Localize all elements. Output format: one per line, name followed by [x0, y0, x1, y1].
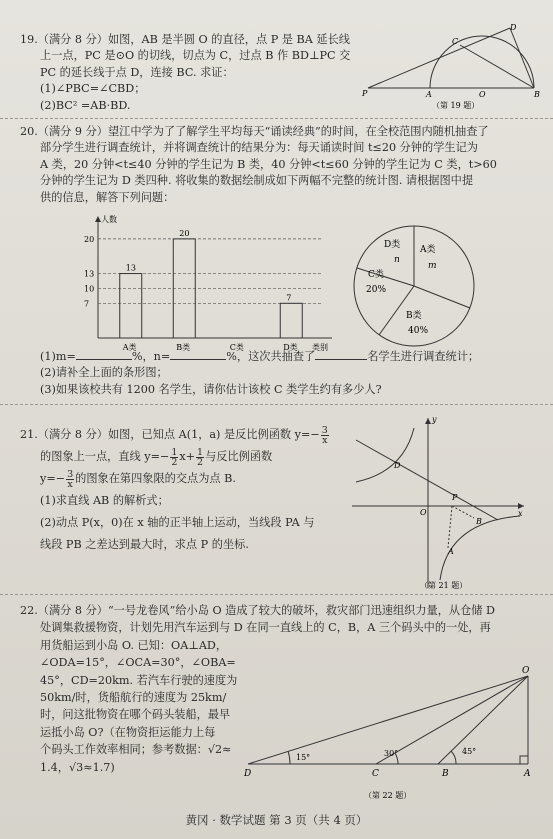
- pie-label-d: D类: [384, 240, 401, 250]
- q19-line2: 上一点，PC 是⊙O 的切线，切点为 C，过点 B 作 BD⊥PC 交: [40, 49, 351, 63]
- data-label: 7: [286, 293, 292, 303]
- q22-label-o: O: [522, 666, 530, 676]
- q22-figure: [238, 662, 538, 802]
- divider: [0, 594, 553, 595]
- q21-frac1-num: 3: [321, 424, 328, 436]
- pie-label-c: C类: [368, 270, 384, 280]
- q22-angle-45: 45°: [462, 747, 477, 756]
- q21-frac3-num: 1: [197, 446, 204, 458]
- q20-line4: 分钟的学生记为 D 类四种. 将收集的数据绘制成如下两幅不完整的统计图. 请根据图中提: [40, 174, 474, 188]
- q21-frac4: [66, 470, 74, 489]
- blank-n[interactable]: [170, 348, 226, 360]
- q21-line2b: x+: [179, 450, 196, 463]
- q21-frac2-num: 1: [171, 446, 178, 458]
- y-tick-label: 10: [84, 284, 95, 294]
- q19-label-d: D: [510, 23, 517, 32]
- blank-m[interactable]: [76, 348, 132, 360]
- page-footer: 黄冈 · 数学试题 第 3 页（共 4 页）: [185, 813, 368, 827]
- data-label: 20: [179, 228, 190, 238]
- data-label: 13: [125, 263, 136, 273]
- q21-line2c: 与反比例函数: [205, 450, 273, 463]
- y-axis-label: 人数: [101, 215, 117, 224]
- bar: [120, 274, 142, 338]
- q21-label-p: P: [452, 493, 458, 502]
- q21-frac4-num: 3: [67, 468, 74, 480]
- q22-line6: 50km/时，货船航行的速度为 25km/: [40, 691, 227, 705]
- q19-label-b: B: [534, 90, 540, 99]
- q19-line3: PC 的延长线于点 D，连接 BC. 求证：: [40, 65, 234, 79]
- q22-line9: 个码头工作效率相同；参考数据：√2≈: [40, 743, 232, 757]
- q22-angle-30: 30°: [384, 749, 399, 758]
- pie-label-n: n: [394, 255, 400, 265]
- q20-ask1-c: %，这次共抽查了: [226, 350, 316, 363]
- q20-ask1-a: (1)m=: [40, 350, 76, 363]
- x-axis-label: 类别: [312, 343, 328, 352]
- q21-line2: [20, 446, 330, 468]
- blank-total[interactable]: [315, 348, 367, 360]
- divider: [0, 404, 553, 405]
- q21-line3b: 的图象在第四象限的交点为点 B.: [75, 472, 236, 485]
- q21-part2a: (2)动点 P(x，0)在 x 轴的正半轴上运动，当线段 PA 与: [40, 516, 315, 529]
- q22-line5: 45°，CD=20km. 若汽车行驶的速度为: [40, 673, 238, 687]
- q22-line4: ∠ODA=15°，∠OCA=30°，∠OBA=: [40, 656, 236, 670]
- pie-label-a: A类: [420, 245, 436, 255]
- q22-line8: 运抵小岛 O?（在物资拒运能力上每: [40, 725, 216, 739]
- q21-frac1: [321, 426, 329, 445]
- q22-label-a: A: [524, 769, 531, 779]
- q22-label-d: D: [244, 769, 252, 779]
- q22-caption: （第 22 题）: [364, 791, 412, 800]
- q20-ask2: (2)请补全上面的条形图；: [40, 366, 168, 380]
- q22-line3: 用货船运到小岛 O. 已知：OA⊥AD，: [40, 638, 228, 652]
- y-tick-label: 20: [84, 234, 95, 244]
- q21-label-x: x: [518, 509, 523, 518]
- q21-caption: （第 21 题）: [420, 581, 468, 590]
- q21-line1a: 21.（满分 8 分）如图，已知点 A(1，a) 是反比例函数 y=−: [20, 428, 320, 441]
- q21-frac4-den: x: [67, 478, 73, 490]
- q19-label-a: A: [426, 90, 432, 99]
- q21-label-b: B: [476, 517, 482, 526]
- q19-part1: (1)∠PBC=∠CBD；: [40, 82, 146, 96]
- q19-caption: （第 19 题）: [432, 101, 480, 110]
- q19-line1: 19.（满分 8 分）如图，AB 是半圆 O 的直径，点 P 是 BA 延长线: [20, 33, 350, 46]
- q21-part2b: 线段 PB 之差达到最大时，求点 P 的坐标.: [40, 538, 249, 551]
- q20-text: [20, 124, 497, 206]
- q21-frac2-den: 2: [171, 456, 178, 468]
- q20-pie-chart: [348, 222, 483, 352]
- q20-questions: [40, 348, 479, 398]
- q21-frac3-den: 2: [197, 456, 204, 468]
- q22-label-b: B: [442, 769, 449, 779]
- q20-line5: 供的信息，解答下列问题：: [40, 190, 175, 204]
- q20-ask3: (3)如果该校共有 1200 名学生，请你估计该校 C 类学生约有多少人?: [40, 382, 382, 396]
- q21-label-y: y: [432, 415, 437, 424]
- q21-frac3: [196, 448, 204, 467]
- q19-figure: [360, 22, 540, 110]
- q21-line3a: y=−: [40, 472, 66, 485]
- q19-label-p: P: [362, 89, 368, 98]
- x-tick-label: B类: [176, 343, 191, 352]
- x-tick-label: A类: [122, 343, 137, 352]
- q21-text: [20, 424, 330, 556]
- q21-frac1-den: x: [322, 434, 328, 446]
- pie-label-m: m: [428, 261, 437, 271]
- q20-ask1-b: %，n=: [131, 350, 171, 363]
- pie-label-b: B类: [406, 311, 422, 321]
- q19-label-c: C: [452, 37, 459, 46]
- q21-line2a: 的图象上一点，直线 y=−: [40, 450, 170, 463]
- y-tick-label: 13: [84, 269, 95, 279]
- divider: [0, 118, 553, 119]
- q21-line1: [20, 424, 330, 446]
- y-tick-label: 7: [84, 299, 90, 309]
- q21-figure: [348, 412, 528, 592]
- q21-label-o: O: [420, 508, 427, 517]
- q21-frac2: [170, 448, 178, 467]
- q22-line2: 处调集救援物资，计划先用汽车运到与 D 在同一直线上的 C，B，A 三个码头中的一处，再: [40, 621, 491, 635]
- q20-line3: A 类，20 分钟<t≤40 分钟的学生记为 B 类，40 分钟<t≤60 分钟的学生记为 C 类，t>60: [40, 157, 497, 171]
- q20-ask1: [40, 348, 479, 365]
- pie-label-c-pct: 20%: [366, 285, 387, 295]
- q20-line2: 部分学生进行调查统计，并将调查统计的结果分为：每天诵读时间 t≤20 分钟的学生记为: [40, 141, 478, 155]
- q19-part2: (2)BC² =AB·BD.: [40, 98, 131, 112]
- q21-line3: [20, 468, 330, 490]
- q22-angle-15: 15°: [296, 753, 311, 762]
- q22-label-c: C: [372, 769, 379, 779]
- pie-label-b-pct: 40%: [408, 326, 429, 336]
- q21-label-a: A: [448, 547, 454, 556]
- bar: [280, 303, 302, 338]
- x-tick-label: C类: [229, 343, 244, 352]
- q22-line1: 22.（满分 8 分）“一号龙卷风”给小岛 O 造成了较大的破坏，救灾部门迅速组织力量，从仓储 D: [20, 604, 496, 617]
- q20-ask1-d: 名学生进行调查统计；: [367, 350, 480, 363]
- q20-bar-chart: [70, 210, 340, 355]
- q21-label-d: D: [394, 461, 401, 470]
- q19-label-o: O: [479, 90, 486, 99]
- q21-part1: (1)求直线 AB 的解析式；: [40, 494, 169, 507]
- q19-text: [20, 32, 350, 114]
- q22-line7: 时，问这批物资在哪个码头装船，最早: [40, 708, 231, 722]
- x-tick-label: D类: [283, 343, 298, 352]
- q22-line10: 1.4，√3≈1.7): [40, 760, 115, 774]
- q20-line1: 20.（满分 9 分）望江中学为了了解学生平均每天“诵读经典”的时间，在全校范围内随机抽查了: [20, 125, 489, 138]
